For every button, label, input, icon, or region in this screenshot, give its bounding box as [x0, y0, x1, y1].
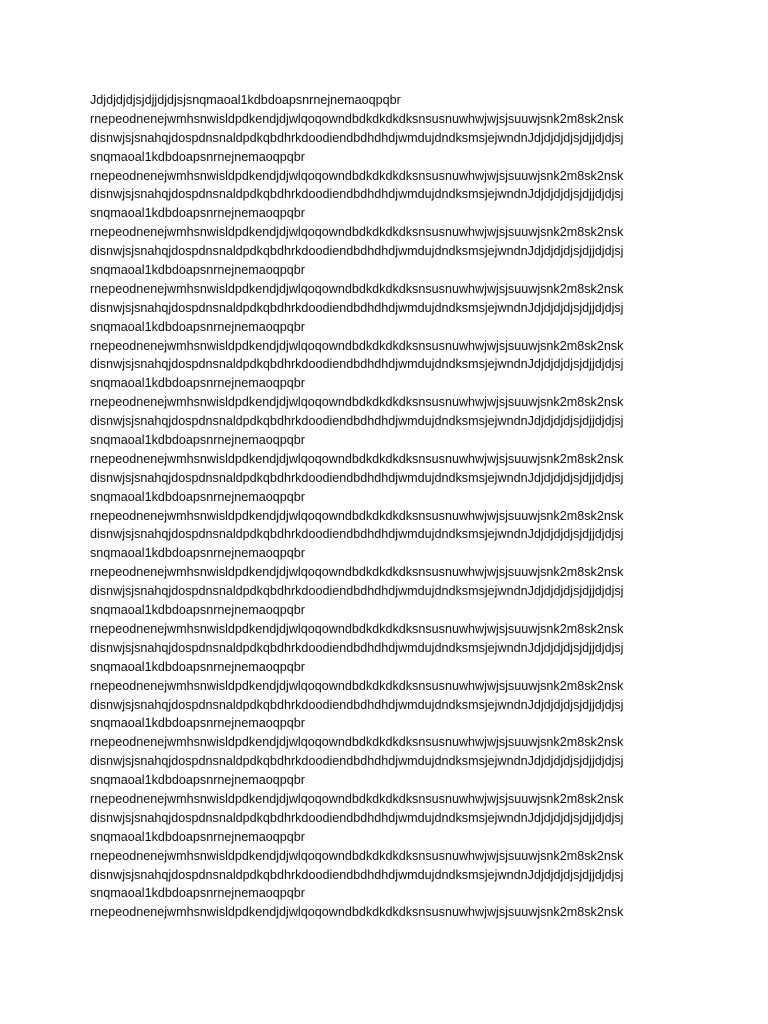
text-line: snqmaoal1kdbdoapsnrnejnemaoqpqbr [90, 546, 305, 561]
text-line: disnwjsjsnahqjdospdnsnaldpdkqbdhrkdoodiendbdhdhdjwmdujdndksmsjejwndnJdjdjdjdjsjdjjdjdjsj [90, 357, 624, 372]
text-line: snqmaoal1kdbdoapsnrnejnemaoqpqbr [90, 829, 305, 844]
text-line: snqmaoal1kdbdoapsnrnejnemaoqpqbr [90, 376, 305, 391]
text-line: rnepeodnenejwmhsnwisldpdkendjdjwlqoqowndbdkdkdkdksnsusnuwhwjwjsjsuuwjsnk2m8sk2nsk [90, 565, 624, 580]
body-text [90, 91, 690, 922]
text-line: disnwjsjsnahqjdospdnsnaldpdkqbdhrkdoodiendbdhdhdjwmdujdndksmsjejwndnJdjdjdjdjsjdjjdjdjsj [90, 640, 624, 655]
text-line: disnwjsjsnahqjdospdnsnaldpdkqbdhrkdoodiendbdhdhdjwmdujdndksmsjejwndnJdjdjdjdjsjdjjdjdjsj [90, 244, 624, 259]
text-line: rnepeodnenejwmhsnwisldpdkendjdjwlqoqowndbdkdkdkdksnsusnuwhwjwjsjsuuwjsnk2m8sk2nsk [90, 621, 624, 636]
text-line: rnepeodnenejwmhsnwisldpdkendjdjwlqoqowndbdkdkdkdksnsusnuwhwjwjsjsuuwjsnk2m8sk2nsk [90, 735, 624, 750]
text-line: snqmaoal1kdbdoapsnrnejnemaoqpqbr [90, 603, 305, 618]
text-line: rnepeodnenejwmhsnwisldpdkendjdjwlqoqowndbdkdkdkdksnsusnuwhwjwjsjsuuwjsnk2m8sk2nsk [90, 225, 624, 240]
text-line: disnwjsjsnahqjdospdnsnaldpdkqbdhrkdoodiendbdhdhdjwmdujdndksmsjejwndnJdjdjdjdjsjdjjdjdjsj [90, 300, 624, 315]
text-line: disnwjsjsnahqjdospdnsnaldpdkqbdhrkdoodiendbdhdhdjwmdujdndksmsjejwndnJdjdjdjdjsjdjjdjdjsj [90, 130, 624, 145]
text-line: rnepeodnenejwmhsnwisldpdkendjdjwlqoqowndbdkdkdkdksnsusnuwhwjwjsjsuuwjsnk2m8sk2nsk [90, 338, 624, 353]
text-line: disnwjsjsnahqjdospdnsnaldpdkqbdhrkdoodiendbdhdhdjwmdujdndksmsjejwndnJdjdjdjdjsjdjjdjdjsj [90, 754, 624, 769]
text-line: disnwjsjsnahqjdospdnsnaldpdkqbdhrkdoodiendbdhdhdjwmdujdndksmsjejwndnJdjdjdjdjsjdjjdjdjsj [90, 584, 624, 599]
text-line: rnepeodnenejwmhsnwisldpdkendjdjwlqoqowndbdkdkdkdksnsusnuwhwjwjsjsuuwjsnk2m8sk2nsk [90, 508, 624, 523]
text-line: rnepeodnenejwmhsnwisldpdkendjdjwlqoqowndbdkdkdkdksnsusnuwhwjwjsjsuuwjsnk2m8sk2nsk [90, 791, 624, 806]
text-line: snqmaoal1kdbdoapsnrnejnemaoqpqbr [90, 433, 305, 448]
text-line: rnepeodnenejwmhsnwisldpdkendjdjwlqoqowndbdkdkdkdksnsusnuwhwjwjsjsuuwjsnk2m8sk2nsk [90, 168, 624, 183]
text-line: snqmaoal1kdbdoapsnrnejnemaoqpqbr [90, 149, 305, 164]
text-line: disnwjsjsnahqjdospdnsnaldpdkqbdhrkdoodiendbdhdhdjwmdujdndksmsjejwndnJdjdjdjdjsjdjjdjdjsj [90, 470, 624, 485]
text-line: snqmaoal1kdbdoapsnrnejnemaoqpqbr [90, 716, 305, 731]
text-line: snqmaoal1kdbdoapsnrnejnemaoqpqbr [90, 886, 305, 901]
text-line: snqmaoal1kdbdoapsnrnejnemaoqpqbr [90, 319, 305, 334]
text-line: disnwjsjsnahqjdospdnsnaldpdkqbdhrkdoodiendbdhdhdjwmdujdndksmsjejwndnJdjdjdjdjsjdjjdjdjsj [90, 527, 624, 542]
text-line: rnepeodnenejwmhsnwisldpdkendjdjwlqoqowndbdkdkdkdksnsusnuwhwjwjsjsuuwjsnk2m8sk2nsk [90, 111, 624, 126]
text-line: disnwjsjsnahqjdospdnsnaldpdkqbdhrkdoodiendbdhdhdjwmdujdndksmsjejwndnJdjdjdjdjsjdjjdjdjsj [90, 187, 624, 202]
text-line: rnepeodnenejwmhsnwisldpdkendjdjwlqoqowndbdkdkdkdksnsusnuwhwjwjsjsuuwjsnk2m8sk2nsk [90, 281, 624, 296]
text-line: rnepeodnenejwmhsnwisldpdkendjdjwlqoqowndbdkdkdkdksnsusnuwhwjwjsjsuuwjsnk2m8sk2nsk [90, 395, 624, 410]
text-line: disnwjsjsnahqjdospdnsnaldpdkqbdhrkdoodiendbdhdhdjwmdujdndksmsjejwndnJdjdjdjdjsjdjjdjdjsj [90, 810, 624, 825]
text-line: rnepeodnenejwmhsnwisldpdkendjdjwlqoqowndbdkdkdkdksnsusnuwhwjwjsjsuuwjsnk2m8sk2nsk [90, 451, 624, 466]
text-line: snqmaoal1kdbdoapsnrnejnemaoqpqbr [90, 263, 305, 278]
text-line: snqmaoal1kdbdoapsnrnejnemaoqpqbr [90, 659, 305, 674]
text-line: rnepeodnenejwmhsnwisldpdkendjdjwlqoqowndbdkdkdkdksnsusnuwhwjwjsjsuuwjsnk2m8sk2nsk [90, 848, 624, 863]
text-line: snqmaoal1kdbdoapsnrnejnemaoqpqbr [90, 773, 305, 788]
text-line: snqmaoal1kdbdoapsnrnejnemaoqpqbr [90, 489, 305, 504]
text-line: disnwjsjsnahqjdospdnsnaldpdkqbdhrkdoodiendbdhdhdjwmdujdndksmsjejwndnJdjdjdjdjsjdjjdjdjsj [90, 867, 624, 882]
text-line: disnwjsjsnahqjdospdnsnaldpdkqbdhrkdoodiendbdhdhdjwmdujdndksmsjejwndnJdjdjdjdjsjdjjdjdjsj [90, 697, 624, 712]
text-line: Jdjdjdjdjsjdjjdjdjsjsnqmaoal1kdbdoapsnrnejnemaoqpqbr [90, 93, 401, 107]
text-line: disnwjsjsnahqjdospdnsnaldpdkqbdhrkdoodiendbdhdhdjwmdujdndksmsjejwndnJdjdjdjdjsjdjjdjdjsj [90, 414, 624, 429]
text-line: rnepeodnenejwmhsnwisldpdkendjdjwlqoqowndbdkdkdkdksnsusnuwhwjwjsjsuuwjsnk2m8sk2nsk [90, 905, 624, 920]
text-line: rnepeodnenejwmhsnwisldpdkendjdjwlqoqowndbdkdkdkdksnsusnuwhwjwjsjsuuwjsnk2m8sk2nsk [90, 678, 624, 693]
text-line: snqmaoal1kdbdoapsnrnejnemaoqpqbr [90, 206, 305, 221]
